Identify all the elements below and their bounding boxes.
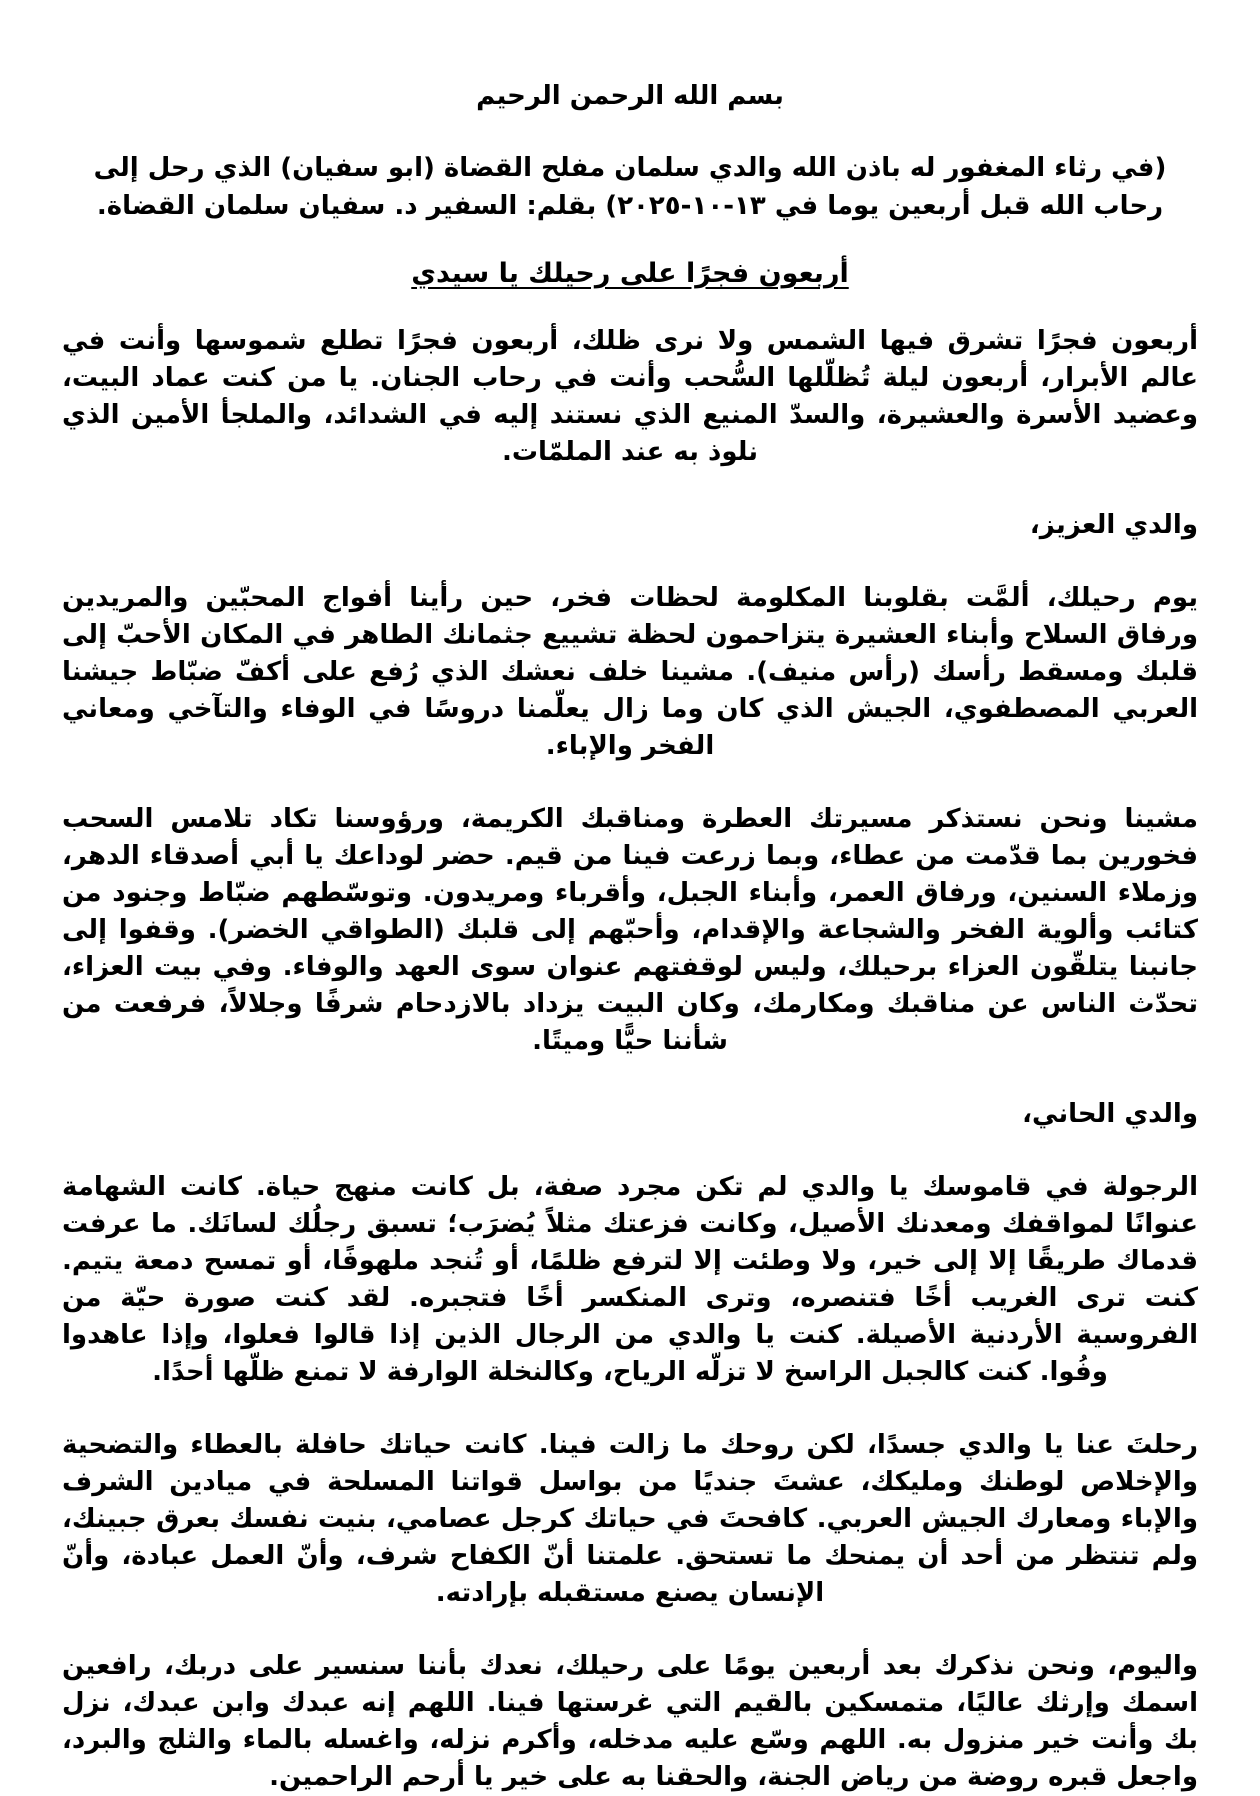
paragraph-procession-memories: مشينا ونحن نستذكر مسيرتك العطرة ومناقبك الكريمة، ورؤوسنا تكاد تلامس السحب فخورين بما قدّمت من عطاء، وبما زرعت فينا من قيم. حضر لوداعك يا أبي أصدقاء الدهر، وزملاء السنين، ورفاق العمر، وأبناء الجبل، وأقرباء ومريدون. وتوسّطهم ضبّاط وجنود من كتائب وألوية الفخر والشجاعة والإقدام، وأحبّهم إلى قلبك (الطواقي الخضر). وقفوا إلى جانبنا يتلقّون العزاء برحيلك، وليس لوقفتهم عنوان سوى العهد والوفاء. وفي بيت العزاء، تحدّث الناس عن مناقبك ومكارمك، وكان البيت يزداد بالازدحام شرفًا وجلالاً، فرفعت من شأننا حيًّا وميتًا. bbox=[62, 804, 1198, 1056]
dedication-intro: (في رثاء المغفور له باذن الله والدي سلمان مفلح القضاة (ابو سفيان) الذي رحل إلى رحاب الله قبل أربعين يوما في ١٣-١٠-٢٠٢٥) بقلم: السفير د. سفيان سلمان القضاة. bbox=[93, 153, 1167, 221]
paragraph-soldier-life: رحلتَ عنا يا والدي جسدًا، لكن روحك ما زالت فينا. كانت حياتك حافلة بالعطاء والتضحية والإخلاص لوطنك ومليكك، عشتَ جنديًا من بواسل قواتنا المسلحة في ميادين الشرف والإباء ومعارك الجيش العربي. كافحتَ في حياتك كرجل عصامي، بنيت نفسك بعرق جبينك، ولم تنتظر من أحد أن يمنحك ما تستحق. علمتنا أنّ الكفاح شرف، وأنّ العمل عبادة، وأنّ الإنسان يصنع مستقبله بإرادته. bbox=[62, 1430, 1198, 1608]
paragraph-manhood-values: الرجولة في قاموسك يا والدي لم تكن مجرد صفة، بل كانت منهج حياة. كانت الشهامة عنوانًا لمواقفك ومعدنك الأصيل، وكانت فزعتك مثلاً يُضرَب؛ تسبق رجلُك لسانَك. ما عرفت قدماك طريقًا إلا إلى خير، ولا وطئت إلا لترفع ظلمًا، أو تُنجد ملهوفًا، أو تمسح دمعة يتيم. كنت ترى الغريب أخًا فتنصره، وترى المنكسر أخًا فتجبره. لقد كنت صورة حيّة من الفروسية الأردنية الأصيلة. كنت يا والدي من الرجال الذين إذا قالوا فعلوا، وإذا عاهدوا وفُوا. كنت كالجبل الراسخ لا تزلّه الرياح، وكالنخلة الوارفة لا تمنع ظلّها أحدًا. bbox=[62, 1172, 1198, 1387]
paragraph-closing-prayer: واليوم، ونحن نذكرك بعد أربعين يومًا على رحيلك، نعدك بأننا سنسير على دربك، رافعين اسمك وإرثك عاليًا، متمسكين بالقيم التي غرستها فينا. اللهم إنه عبدك وابن عبدك، نزل بك وأنت خير منزول به. اللهم وسّع عليه مدخله، وأكرم نزله، واغسله بالماء والثلج والبرد، واجعل قبره روضة من رياض الجنة، والحقنا به على خير يا أرحم الراحمين. bbox=[62, 1651, 1198, 1792]
salutation-tender-father: والدي الحاني، bbox=[1022, 1099, 1198, 1129]
paragraph-funeral-day: يوم رحيلك، ألمَّت بقلوبنا المكلومة لحظات فخر، حين رأينا أفواج المحبّين والمريدين ورفاق السلاح وأبناء العشيرة يتزاحمون لحظة تشييع جثمانك الطاهر في المكان الأحبّ إلى قلبك ومسقط رأسك (رأس منيف). مشينا خلف نعشك الذي رُفع على أكفّ ضبّاط جيشنا العربي المصطفوي، الجيش الذي كان وما زال يعلّمنا دروسًا في الوفاء والتآخي ومعاني الفخر والإباء. bbox=[62, 583, 1198, 761]
salutation-dear-father: والدي العزيز، bbox=[1029, 510, 1198, 540]
paragraph-forty-dawns: أربعون فجرًا تشرق فيها الشمس ولا نرى ظلك، أربعون فجرًا تطلع شموسها وأنت في عالم الأبرار، أربعون ليلة تُظلّلها السُّحب وأنت في رحاب الجنان. يا من كنت عماد البيت، وعضيد الأسرة والعشيرة، والسدّ المنيع الذي نستند إليه في الشدائد، والملجأ الأمين الذي نلوذ به عند الملمّات. bbox=[62, 326, 1198, 467]
basmala-line: بسم الله الرحمن الرحيم bbox=[476, 81, 784, 111]
page-title: أربعون فجرًا على رحيلك يا سيدي bbox=[411, 258, 849, 289]
